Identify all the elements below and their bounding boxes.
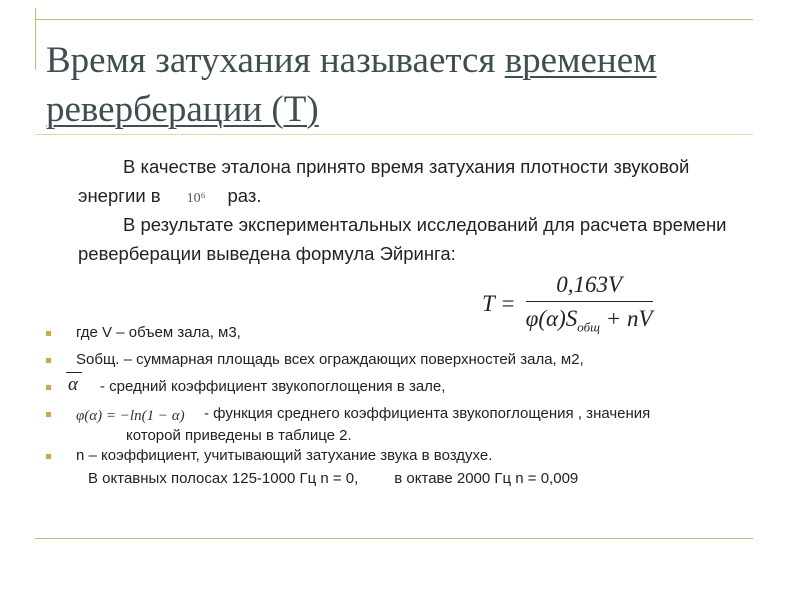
title-divider [35, 134, 753, 135]
bullet-square-icon [46, 385, 51, 390]
list-item-text: n – коэффициент, учитывающий затухание звука в воздухе. [76, 447, 493, 464]
frame-bottom-line [35, 538, 753, 539]
formula-numerator: 0,163V [556, 272, 622, 297]
formula-fraction [526, 272, 653, 336]
overline [66, 372, 82, 373]
frame-vertical-line [35, 8, 36, 70]
paragraph-1 [78, 152, 758, 213]
formula-lhs: T = [482, 290, 516, 316]
list-item-text: - средний коэффициент звукопоглощения в зале, [100, 378, 446, 395]
octave-note-part1: В октавных полосах 125-1000 Гц n = 0, [88, 470, 359, 487]
ten-power-symbol: 10⁶ [186, 191, 206, 206]
paragraph-1-text: В качестве эталона принято время затухания плотности звуковой энергии в [78, 156, 690, 206]
paragraph-1-tail: раз. [227, 185, 262, 206]
octave-note-part2: в октаве 2000 Гц n = 0,009 [394, 470, 579, 487]
bullet-square-icon [46, 331, 51, 336]
bullet-square-icon [46, 412, 51, 417]
list-item-text: где V – объем зала, м3, [76, 324, 241, 341]
bullet-square-icon [46, 454, 51, 459]
frame-top-line [35, 19, 753, 20]
denominator-main: φ(α)S [525, 306, 578, 331]
title-part2: временем реверберации (Т) [46, 40, 657, 130]
denominator-sub: общ [577, 319, 600, 335]
eyring-formula [482, 272, 653, 336]
bullet-square-icon [46, 358, 51, 363]
paragraph-2: В результате экспериментальных исследований для расчета времени реверберации выведена формула Эйринга: [78, 214, 727, 264]
title-part1: Время затухания называется [46, 40, 505, 81]
list-item [46, 403, 766, 449]
list-item-text: Sобщ. – суммарная площадь всех ограждающих поверхностей зала, м2, [76, 351, 584, 368]
slide-title [46, 36, 746, 134]
octave-note [88, 470, 578, 487]
phi-function-symbol: φ(α) = −ln(1 − α) [76, 408, 185, 424]
alpha-mean-symbol: α [68, 374, 78, 396]
list-item-text-continued: которой приведены в таблице 2. [126, 427, 352, 444]
list-item-text: - функция среднего коэффициента звукопоглощения , значения [204, 405, 651, 422]
formula-denominator [526, 302, 653, 336]
denominator-tail: + nV [599, 306, 653, 331]
